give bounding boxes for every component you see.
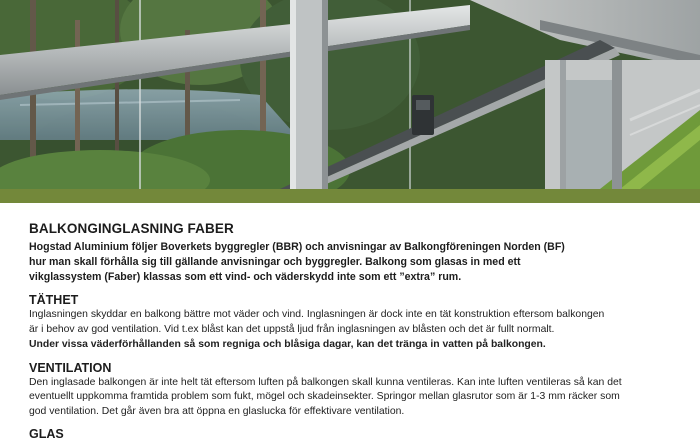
- document-body: [29, 221, 679, 442]
- document-heading: BALKONGINGLASNING FABER: [29, 221, 234, 236]
- accent-band: [0, 189, 700, 203]
- body-line: eventuellt uppkomma framtida problem som fukt, mögel och skadeinsekter. Springor mellan glasrutor som är 1-3 mm räcker som: [29, 391, 620, 402]
- section-title-glas: GLAS: [29, 427, 64, 441]
- body-line: Den inglasade balkongen är inte helt tät eftersom luften på balkongen skall kunna ventileras. Kan inte luften ventileras så kan det: [29, 376, 622, 388]
- section-body-tathet: [29, 308, 679, 337]
- intro-line: vikglassystem (Faber) klassas som ett vind- och väderskydd inte som ett ”extra” rum.: [29, 271, 462, 283]
- section-title-tathet: TÄTHET: [29, 293, 79, 307]
- balcony-glazing-photo: [0, 0, 700, 189]
- section-bold-note-tathet: Under vissa väderförhållanden så som regniga och blåsiga dagar, kan det tränga in vatten på balkongen.: [29, 339, 546, 350]
- body-line: god ventilation. Det går även bra att öppna en glaslucka för effektivare ventilation.: [29, 405, 405, 417]
- section-title-ventilation: VENTILATION: [29, 360, 112, 375]
- intro-line: Hogstad Aluminium följer Boverkets byggregler (BBR) och anvisningar av Balkongföreningen Norden (BF): [29, 241, 565, 253]
- body-line: är i behov av god ventilation. Vid t.ex blåst kan det uppstå ljud från inglasningen av blåsten och det är fullt normalt.: [29, 323, 555, 335]
- intro-paragraph: [29, 240, 679, 285]
- body-line: Inglasningen skyddar en balkong bättre mot väder och vind. Inglasningen är dock inte en tät konstruktion eftersom balkongen: [29, 309, 605, 320]
- intro-line: hur man skall förhålla sig till gällande anvisningar och byggregler. Balkong som glasas in med ett: [29, 256, 521, 268]
- section-body-ventilation: [29, 376, 679, 420]
